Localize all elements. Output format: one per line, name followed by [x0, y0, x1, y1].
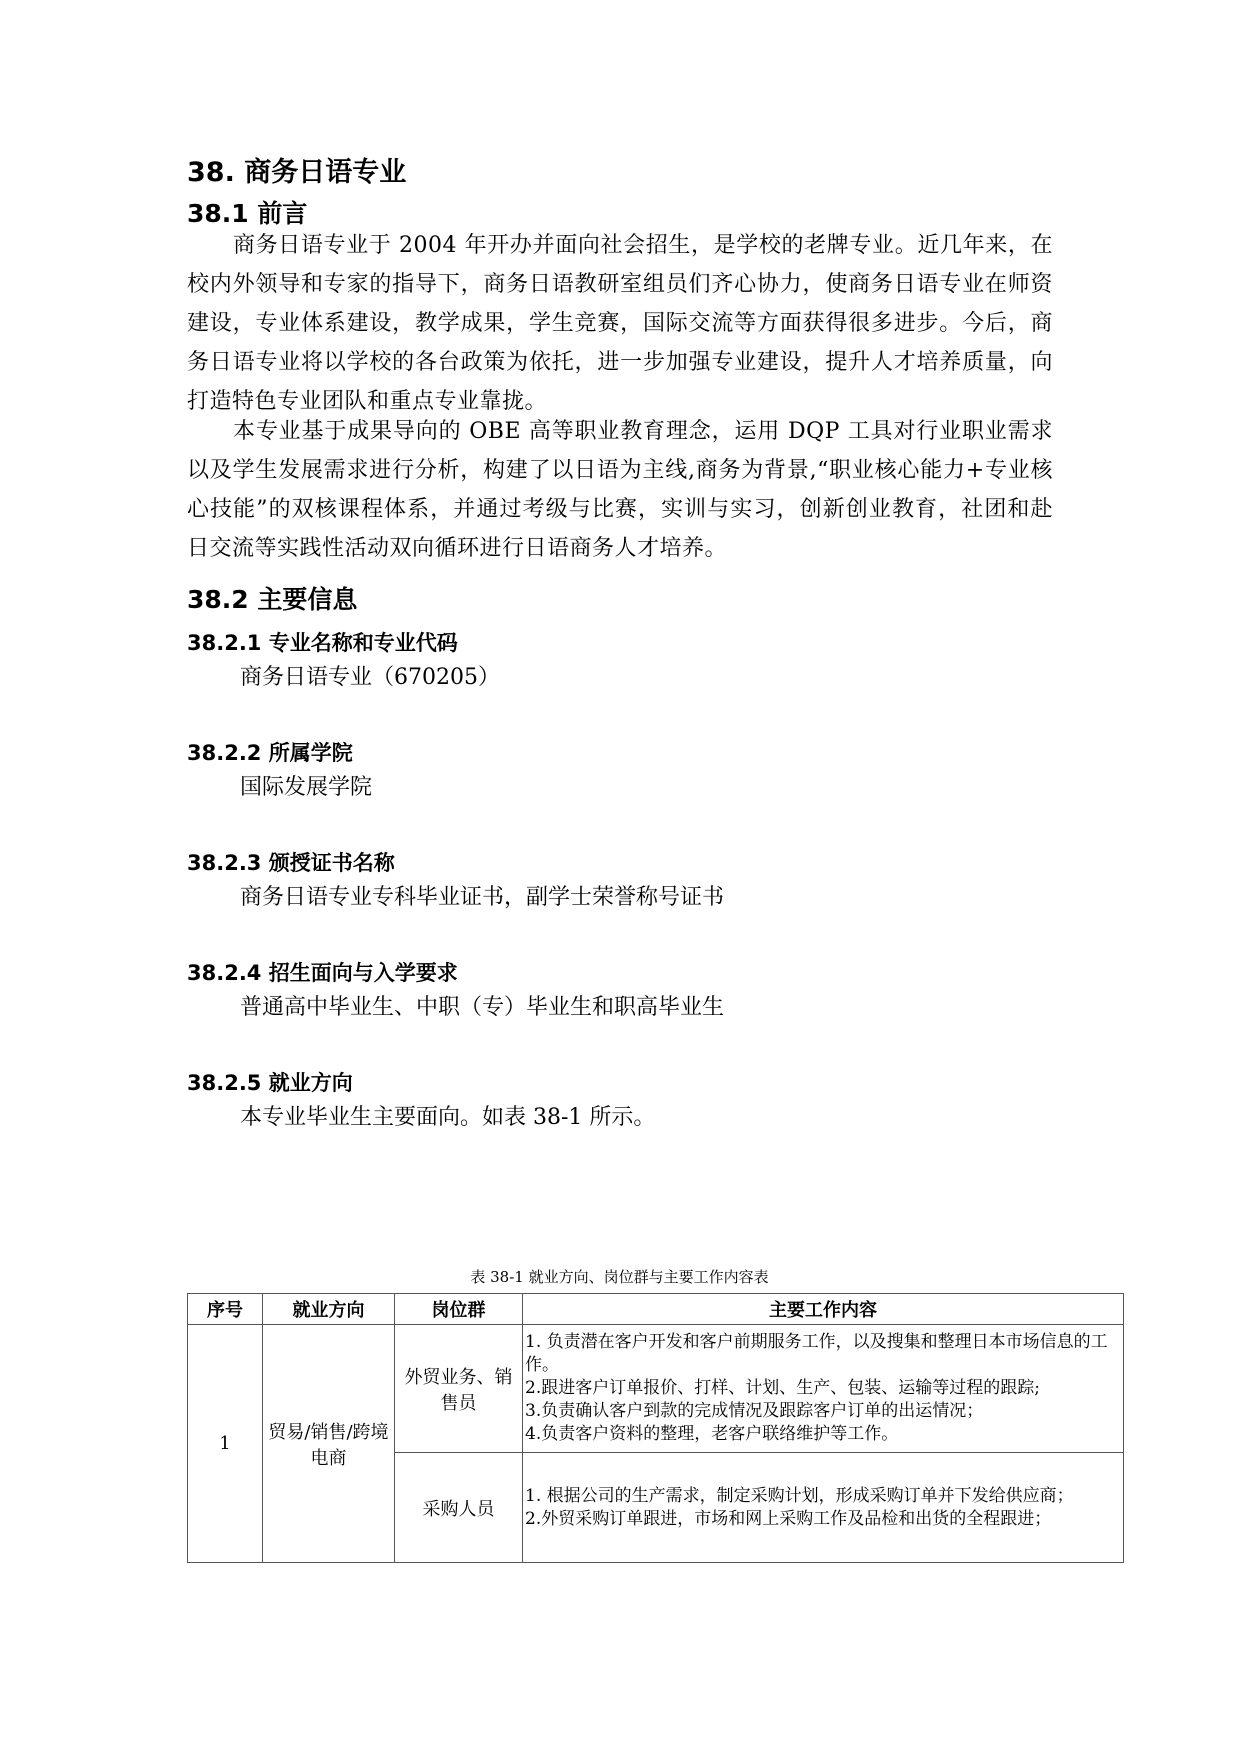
- cell-direction: 贸易/销售/跨境电商: [263, 1325, 395, 1563]
- cell-content-sales: [523, 1325, 1124, 1453]
- task-item: 1. 根据公司的生产需求，制定采购计划，形成采购订单并下发给供应商；: [525, 1485, 1074, 1506]
- cell-content-purchasing: [523, 1453, 1124, 1563]
- table-caption: 表 38-1 就业方向、岗位群与主要工作内容表: [470, 1268, 769, 1286]
- section-preface-title: 38.1 前言: [187, 199, 308, 228]
- college-text: 国际发展学院: [240, 775, 373, 800]
- preface-paragraph-1: 商务日语专业于 2004 年开办并面向社会招生，是学校的老牌专业。近几年来，在校内外领导和专家的指导下，商务日语教研室组员们齐心协力，使商务日语专业在师资建设，专业体系建设，教学成果，学生竞赛，国际交流等方面获得很多进步。今后，商务日语专业将以学校的各台政策为依托，进一步加强专业建设，提升人才培养质量，向打造特色专业团队和重点专业靠拢。: [187, 233, 1053, 414]
- major-code-text: 商务日语专业（670205）: [240, 665, 500, 690]
- subsection-major-code-title: 38.2.1 专业名称和专业代码: [187, 631, 458, 655]
- cell-index: 1: [188, 1325, 263, 1563]
- subsection-admission-title: 38.2.4 招生面向与入学要求: [187, 961, 458, 985]
- task-item: 2.跟进客户订单报价、打样、计划、生产、包装、运输等过程的跟踪;: [525, 1378, 1040, 1398]
- cell-group-sales: 外贸业务、销售员: [395, 1325, 523, 1453]
- task-item: 4.负责客户资料的整理，老客户联络维护等工作。: [525, 1424, 899, 1444]
- chapter-title: 38. 商务日语专业: [187, 157, 407, 188]
- cell-group-purchasing: 采购人员: [395, 1453, 523, 1563]
- certificate-text: 商务日语专业专科毕业证书，副学士荣誉称号证书: [240, 885, 725, 910]
- table-row: [188, 1325, 1124, 1453]
- subsection-college-title: 38.2.2 所属学院: [187, 741, 353, 765]
- subsection-certificate-title: 38.2.3 颁授证书名称: [187, 851, 395, 875]
- subsection-employment-title: 38.2.5 就业方向: [187, 1071, 353, 1095]
- task-item: 1. 负责潜在客户开发和客户前期服务工作，以及搜集和整理日本市场信息的工作。: [525, 1332, 1108, 1375]
- employment-table: [187, 1293, 1124, 1563]
- admission-text: 普通高中毕业生、中职（专）毕业生和职高毕业生: [240, 995, 725, 1020]
- header-index: 序号: [188, 1294, 263, 1325]
- header-group: 岗位群: [395, 1294, 523, 1325]
- task-item: 2.外贸采购订单跟进，市场和网上采购工作及品检和出货的全程跟进；: [525, 1508, 1052, 1529]
- header-direction: 就业方向: [263, 1294, 395, 1325]
- employment-text: 本专业毕业生主要面向。如表 38-1 所示。: [240, 1105, 656, 1130]
- preface-paragraph-2: 本专业基于成果导向的 OBE 高等职业教育理念，运用 DQP 工具对行业职业需求以及学生发展需求进行分析，构建了以日语为主线,商务为背景,“职业核心能力+专业核心技能”的双核课程体系，并通过考级与比赛，实训与实习，创新创业教育，社团和赴日交流等实践性活动双向循环进行日语商务人才培养。: [187, 419, 1053, 561]
- table-header-row: [188, 1294, 1124, 1325]
- header-content: 主要工作内容: [523, 1294, 1124, 1325]
- task-item: 3.负责确认客户到款的完成情况及跟踪客户订单的出运情况；: [525, 1401, 984, 1421]
- section-main-info-title: 38.2 主要信息: [187, 585, 358, 614]
